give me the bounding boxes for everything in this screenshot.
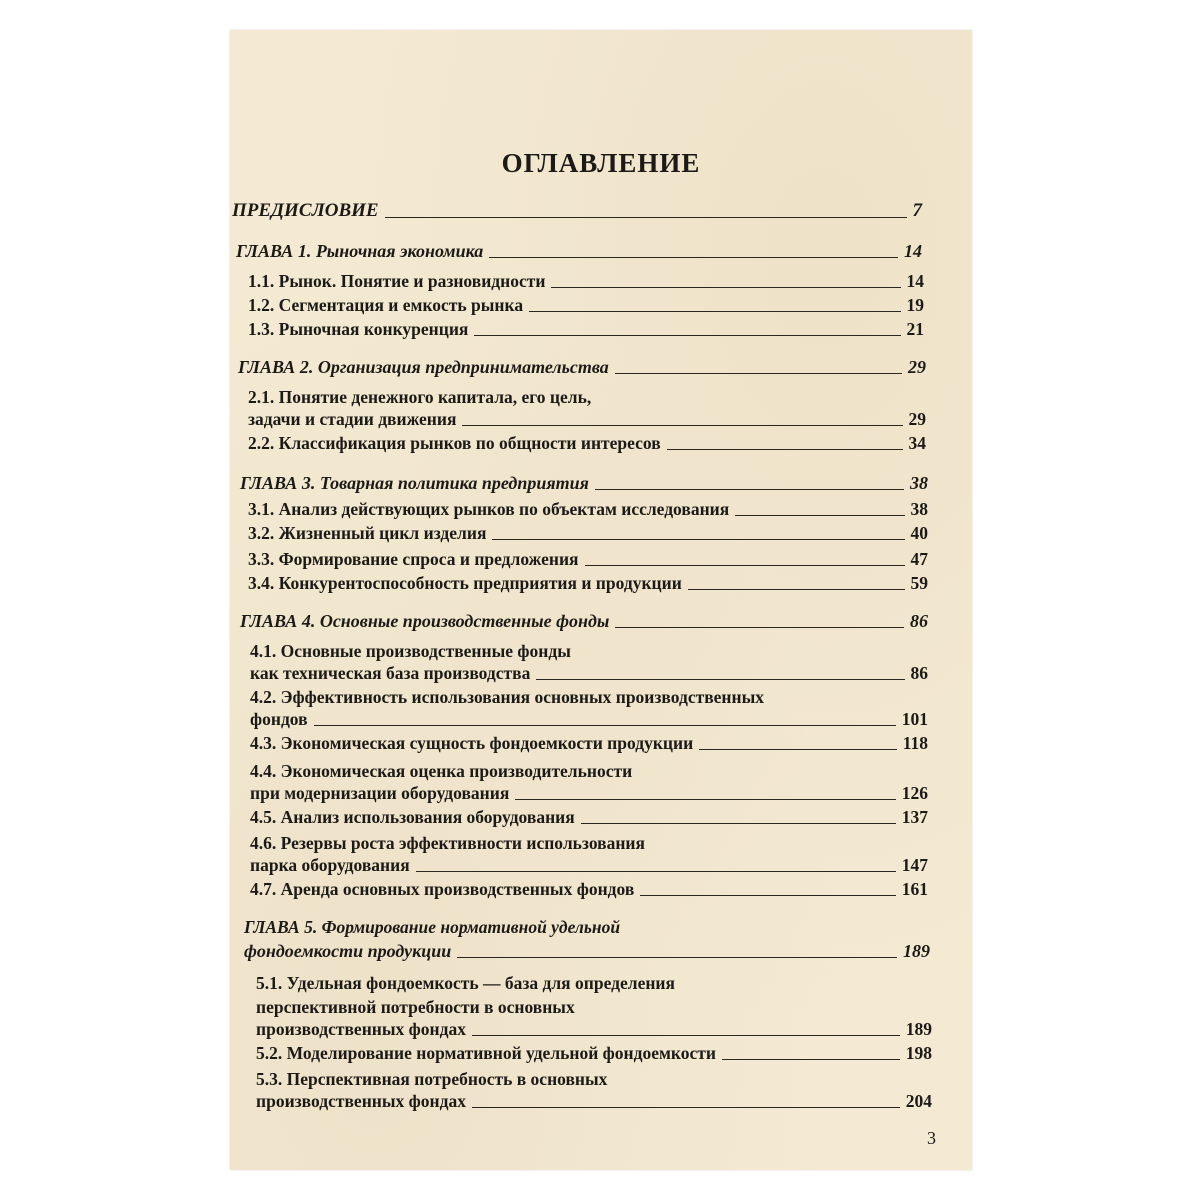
toc-chapter-5	[244, 940, 930, 962]
toc-section-4-2-line-1: 4.2. Эффективность использования основных производственных	[250, 687, 765, 707]
toc-section-title: производственных фондах	[256, 1019, 466, 1039]
toc-page-number: 189	[903, 941, 930, 961]
toc-section-title: 3.4. Конкурентоспособность предприятия и продукции	[248, 573, 682, 593]
leader-line	[492, 539, 904, 540]
leader-line	[462, 425, 902, 426]
toc-page-number: 47	[910, 549, 928, 569]
toc-page-number: 86	[910, 611, 928, 631]
leader-line	[640, 895, 895, 896]
toc-section-5-2	[256, 1042, 932, 1064]
toc-chapter-title: ГЛАВА 3. Товарная политика предприятия	[240, 473, 589, 493]
leader-line	[615, 373, 902, 374]
toc-chapter-title: ГЛАВА 4. Основные производственные фонды	[240, 611, 610, 631]
toc-section-4-6-line-1: 4.6. Резервы роста эффективности использования	[250, 833, 645, 853]
toc-section-title: парка оборудования	[250, 855, 410, 875]
toc-section-title: 4.5. Анализ использования оборудования	[250, 807, 575, 827]
toc-section-2-1-line-1: 2.1. Понятие денежного капитала, его цель,	[248, 387, 592, 407]
toc-page-number: 14	[904, 241, 922, 261]
leader-line	[551, 287, 900, 288]
book-page	[230, 30, 972, 1170]
leader-line	[615, 627, 904, 628]
toc-section-title: 2.2. Классификация рынков по общности интересов	[248, 433, 661, 453]
leader-line	[688, 589, 905, 590]
toc-page-number: 204	[905, 1091, 932, 1111]
leader-line	[585, 565, 905, 566]
toc-section-title: 3.1. Анализ действующих рынков по объектам исследования	[248, 499, 730, 519]
toc-page-number: 29	[908, 357, 926, 377]
toc-section-2-2	[248, 432, 926, 454]
leader-line	[314, 725, 896, 726]
toc-section-title: 3.2. Жизненный цикл изделия	[248, 523, 487, 543]
toc-page-number: 101	[901, 709, 928, 729]
toc-section-1-3	[248, 318, 924, 340]
leader-line	[667, 449, 903, 450]
toc-chapter-1	[236, 240, 922, 262]
toc-section-2-1	[248, 408, 926, 430]
leader-line	[536, 679, 904, 680]
toc-chapter-title: ГЛАВА 1. Рыночная экономика	[236, 241, 484, 261]
leader-line	[457, 957, 897, 958]
toc-section-3-4	[248, 572, 928, 594]
toc-section-5-3-line-1: 5.3. Перспективная потребность в основных	[256, 1069, 608, 1089]
toc-section-title: 5.2. Моделирование нормативной удельной фондоемкости	[256, 1043, 716, 1063]
toc-section-4-7	[250, 878, 928, 900]
toc-chapter-5-line-1: ГЛАВА 5. Формирование нормативной удельной	[244, 917, 621, 937]
toc-section-3-2	[248, 522, 928, 544]
toc-page-number: 38	[910, 499, 928, 519]
toc-page-number: 29	[908, 409, 926, 429]
toc-section-title: 4.7. Аренда основных производственных фондов	[250, 879, 635, 899]
toc-entry-title: ПРЕДИСЛОВИЕ	[232, 200, 379, 221]
leader-line	[595, 489, 904, 490]
toc-section-title: при модернизации оборудования	[250, 783, 510, 803]
toc-section-1-1	[248, 270, 924, 292]
toc-page-number: 21	[906, 319, 924, 339]
toc-section-title: фондов	[250, 709, 308, 729]
toc-entry-preface	[232, 200, 922, 222]
toc-chapter-title: ГЛАВА 2. Организация предпринимательства	[238, 357, 609, 377]
toc-page-number: 40	[910, 523, 928, 543]
leader-line	[722, 1059, 900, 1060]
toc-section-4-3	[250, 732, 928, 754]
toc-section-4-1-line-1: 4.1. Основные производственные фонды	[250, 641, 571, 661]
toc-section-title: как техническая база производства	[250, 663, 531, 683]
toc-section-5-1-line-1: 5.1. Удельная фондоемкость — база для определения	[256, 973, 675, 993]
toc-page-number: 86	[910, 663, 928, 683]
toc-section-title: задачи и стадии движения	[248, 409, 457, 429]
toc-section-title: 1.3. Рыночная конкуренция	[248, 319, 469, 339]
toc-page-number: 126	[901, 783, 928, 803]
toc-section-1-2	[248, 294, 924, 316]
toc-section-3-1	[248, 498, 928, 520]
toc-page-number: 198	[905, 1043, 932, 1063]
toc-page-number: 118	[902, 733, 928, 753]
leader-line	[529, 311, 900, 312]
toc-page-number: 38	[910, 473, 928, 493]
leader-line	[581, 823, 896, 824]
toc-section-5-1	[256, 1018, 932, 1040]
leader-line	[699, 749, 897, 750]
toc-section-title: 3.3. Формирование спроса и предложения	[248, 549, 579, 569]
toc-chapter-2	[238, 356, 926, 378]
toc-section-4-6	[250, 854, 928, 876]
leader-line	[416, 871, 896, 872]
toc-chapter-4	[240, 610, 928, 632]
leader-line	[735, 515, 904, 516]
toc-heading: ОГЛАВЛЕНИЕ	[501, 148, 701, 178]
page-number: 3	[927, 1128, 936, 1148]
toc-section-4-2	[250, 708, 928, 730]
toc-page-number: 14	[906, 271, 924, 291]
toc-section-title: производственных фондах	[256, 1091, 466, 1111]
leader-line	[489, 257, 898, 258]
toc-section-3-3	[248, 548, 928, 570]
toc-section-5-1-line-2: перспективной потребности в основных	[256, 997, 575, 1017]
leader-line	[472, 1107, 900, 1108]
toc-section-title: 4.3. Экономическая сущность фондоемкости продукции	[250, 733, 694, 753]
leader-line	[474, 335, 900, 336]
toc-page-number: 7	[912, 200, 922, 221]
toc-page-number: 59	[910, 573, 928, 593]
toc-page-number: 161	[901, 879, 928, 899]
toc-page-number: 189	[905, 1019, 932, 1039]
table-of-contents	[230, 30, 972, 1170]
toc-section-4-4-line-1: 4.4. Экономическая оценка производительности	[250, 761, 633, 781]
leader-line	[385, 217, 907, 218]
toc-section-title: 1.1. Рынок. Понятие и разновидности	[248, 271, 546, 291]
toc-page-number: 147	[901, 855, 928, 875]
toc-page-number: 137	[901, 807, 928, 827]
toc-page-number: 19	[906, 295, 924, 315]
toc-section-4-4	[250, 782, 928, 804]
leader-line	[472, 1035, 900, 1036]
toc-chapter-title: фондоемкости продукции	[244, 941, 452, 961]
toc-section-title: 1.2. Сегментация и емкость рынка	[248, 295, 524, 315]
toc-section-4-5	[250, 806, 928, 828]
leader-line	[515, 799, 895, 800]
toc-chapter-3	[240, 472, 928, 494]
toc-section-5-3	[256, 1090, 932, 1112]
toc-section-4-1	[250, 662, 928, 684]
toc-page-number: 34	[908, 433, 926, 453]
